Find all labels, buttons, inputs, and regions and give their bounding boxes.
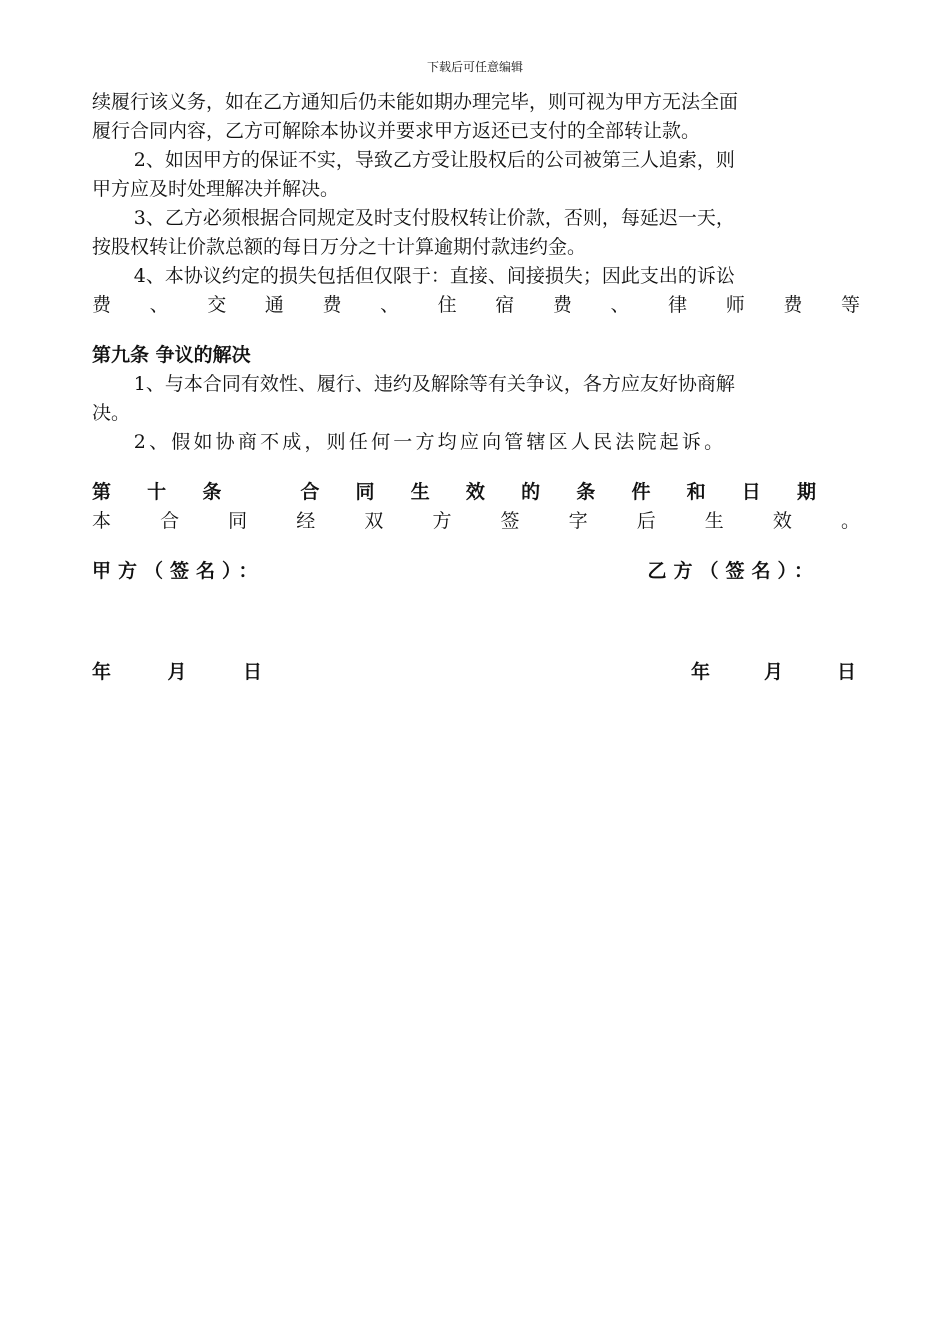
paragraph-line: 甲方应及时处理解决并解决。 [92, 178, 340, 200]
paragraph-line: 决。 [92, 402, 131, 424]
party-a-date [92, 658, 262, 687]
paragraph-line: 履行合同内容，乙方可解除本协议并要求甲方返还已支付的全部转让款。 [92, 120, 701, 142]
article-9-clause-2: 2、假如协商不成，则任何一方均应向管辖区人民法院起诉。 [133, 431, 727, 453]
article-9-clause-1: 1、与本合同有效性、履行、违约及解除等有关争议，各方应友好协商解 [133, 373, 735, 395]
clause-2: 2、如因甲方的保证不实，导致乙方受让股权后的公司被第三人追索，则 [133, 149, 735, 171]
article-10-text: 本合同经双方签字后生效。 [92, 510, 860, 532]
page-header: 下载后可任意编辑 [426, 60, 523, 74]
month-label: 月 [167, 661, 187, 683]
day-label: 日 [242, 661, 262, 683]
month-label: 月 [763, 661, 783, 683]
clause-3: 3、乙方必须根据合同规定及时支付股权转让价款，否则，每延迟一天， [133, 207, 735, 229]
party-a-signature-label: 甲方（签名）： [92, 560, 265, 582]
paragraph-line: 费、交通费、住宿费、律师费等 [92, 294, 860, 316]
year-label: 年 [92, 661, 112, 683]
article-10-title: 第十条 合同生效的条件和日期 [92, 481, 816, 503]
year-label: 年 [691, 661, 711, 683]
article-9-title: 第九条 争议的解决 [92, 344, 251, 366]
party-b-date [691, 658, 856, 687]
date-row [92, 658, 860, 687]
document-body [92, 88, 860, 687]
day-label: 日 [836, 661, 856, 683]
signature-row [92, 557, 860, 586]
clause-4: 4、本协议约定的损失包括但仅限于：直接、间接损失；因此支出的诉讼 [133, 265, 735, 287]
paragraph-line: 续履行该义务，如在乙方通知后仍未能如期办理完毕，则可视为甲方无法全面 [92, 91, 739, 113]
paragraph-line: 按股权转让价款总额的每日万分之十计算逾期付款违约金。 [92, 236, 587, 258]
party-b-signature-label: 乙方（签名）： [647, 560, 820, 582]
